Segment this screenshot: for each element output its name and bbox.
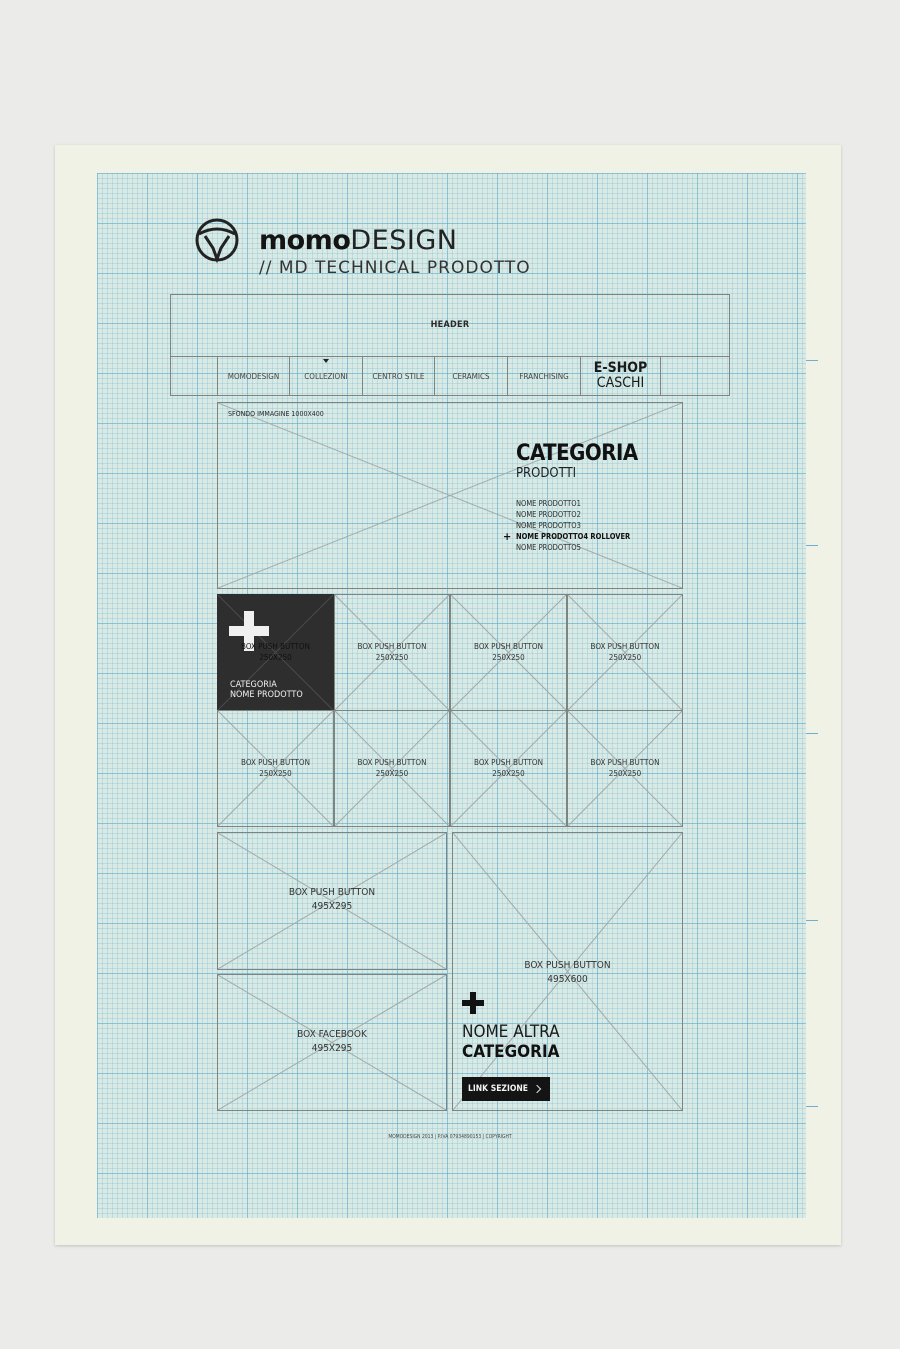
tile-label: BOX PUSH BUTTON [474,642,543,651]
nav-item-label: FRANCHISING [519,371,569,381]
tile-category: CATEGORIA [230,680,277,690]
page-subtitle: // MD TECHNICAL PRODOTTO [259,258,531,278]
nav-item-eshop[interactable] [581,357,661,395]
grid-tick [806,545,818,546]
tile-size: 250X250 [492,769,525,778]
tile-product-name: NOME PRODOTTO [230,690,303,700]
eshop-label-line2: CASCHI [596,375,645,391]
push-box-wide[interactable] [217,832,447,970]
nav-item-label: CERAMICS [452,371,490,381]
eshop-label-line1: E-SHOP [593,360,648,376]
push-tile[interactable] [334,594,450,711]
push-tile-active[interactable] [217,594,334,711]
nav-item-label: MOMODESIGN [227,371,280,381]
hero-product-link[interactable]: NOME PRODOTTO3 [516,521,581,530]
tile-label: BOX PUSH BUTTON [590,758,660,767]
momo-logo-icon [194,215,242,265]
hero-product-link[interactable]: NOME PRODOTTO1 [516,499,581,508]
push-tile[interactable] [567,710,683,827]
nav-item-ceramics[interactable] [435,357,508,395]
hero-label: SFONDO IMMAGINE 1000X400 [228,410,324,418]
hero-category-title: CATEGORIA [516,441,638,466]
plus-icon: + [503,530,512,543]
header-label: HEADER [430,320,470,330]
hero-product-list [503,498,631,553]
nav-item-collezioni[interactable] [290,357,363,395]
box-label: BOX PUSH BUTTON [288,887,376,898]
link-sezione-button[interactable] [462,1077,550,1101]
hero-product-link[interactable]: NOME PRODOTTO5 [516,543,581,552]
nav-spacer [171,357,218,395]
hero-image-block [217,402,683,589]
brand-wordmark [259,224,457,258]
tile-size: 250X250 [375,769,409,778]
box-size: 495X295 [311,901,353,912]
plus-icon [462,992,484,1014]
box-size: 495X600 [547,974,588,985]
facebook-box[interactable] [217,974,447,1111]
hero-category-subtitle: PRODOTTI [516,466,577,481]
nav-bar [170,357,730,396]
push-tile[interactable] [567,594,683,711]
nav-item-label: CENTRO STILE [372,371,425,381]
grid-tick [806,733,818,734]
hero-product-link[interactable]: NOME PRODOTTO2 [516,510,581,519]
hero-product-link-active[interactable] [503,530,631,543]
tile-size: 250X250 [608,769,642,778]
header-block [170,294,730,357]
altra-category-line1: NOME ALTRA [462,1022,560,1042]
tile-label: BOX PUSH BUTTON [241,642,310,651]
dropdown-arrow-icon [323,359,329,363]
hero-product-label: NOME PRODOTTO4 ROLLOVER [516,532,631,541]
brand-wordmark-light: DESIGN [350,225,458,256]
tile-size: 250X250 [492,653,525,662]
tile-size: 250X250 [608,653,642,662]
grid-tick [806,920,818,921]
push-tile[interactable] [450,710,567,827]
push-tile[interactable] [450,594,567,711]
nav-item-centro-stile[interactable] [363,357,435,395]
tile-label: BOX PUSH BUTTON [357,758,427,767]
tile-label: BOX PUSH BUTTON [590,642,660,651]
tile-size: 250X250 [375,653,409,662]
push-tile[interactable] [217,710,334,827]
tile-label: BOX PUSH BUTTON [357,642,427,651]
nav-item-franchising[interactable] [508,357,581,395]
tile-size: 250X250 [259,769,292,778]
chevron-right-icon [533,1085,541,1093]
tile-label: BOX PUSH BUTTON [241,758,310,767]
push-tile[interactable] [334,710,450,827]
placeholder-cross [218,403,682,588]
nav-item-momodesign[interactable] [218,357,290,395]
box-label: BOX FACEBOOK [297,1029,367,1040]
push-box-tall[interactable] [452,832,683,1111]
grid-tick [806,360,818,361]
box-size: 495X295 [311,1043,353,1054]
brand-wordmark-bold: momo [259,225,351,256]
footer-copyright: MOMODESIGN 2013 | P.IVA 07934890153 | COPYRIGHT [388,1134,512,1140]
link-sezione-label: LINK SEZIONE [468,1084,528,1094]
tile-label: BOX PUSH BUTTON [474,758,543,767]
box-label: BOX PUSH BUTTON [524,960,611,971]
grid-tick [806,1106,818,1107]
tile-size: 250X250 [259,653,292,662]
nav-item-label: COLLEZIONI [304,371,348,381]
altra-category-line2: CATEGORIA [462,1042,560,1062]
